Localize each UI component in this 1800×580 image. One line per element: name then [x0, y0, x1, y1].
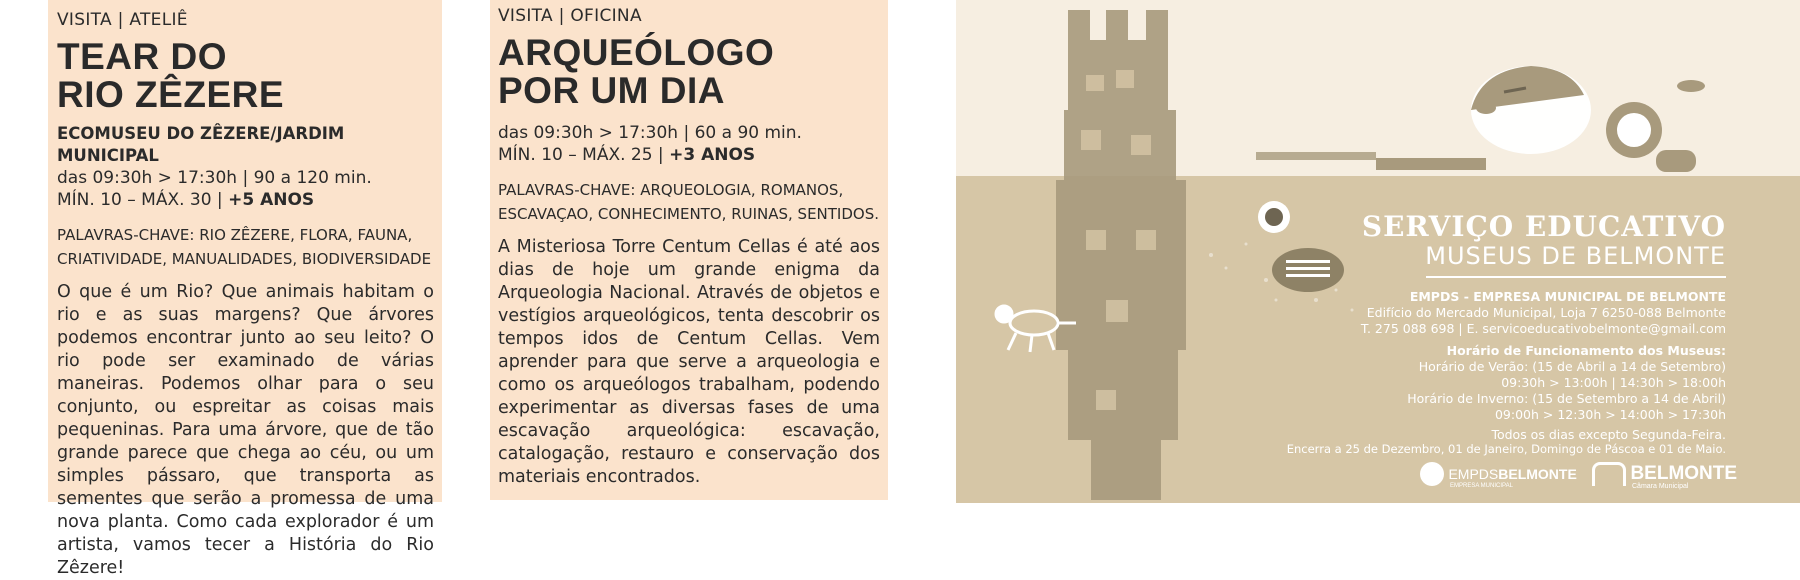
roman-helmet-icon — [1258, 201, 1290, 233]
card-kicker: VISITA | ATELIÊ — [57, 10, 188, 30]
stone-plaque-icon — [1272, 248, 1344, 292]
empds-logo-sub: EMPRESA MUNICIPAL — [1450, 483, 1513, 489]
card-keywords-line2: CRIATIVIDADE, MANUALIDADES, BIODIVERSIDADE — [57, 250, 432, 268]
card-title — [498, 34, 880, 110]
camara-mark-icon — [1592, 462, 1626, 486]
card-keywords-line1: PALAVRAS-CHAVE: RIO ZÊZERE, FLORA, FAUNA, — [57, 226, 413, 244]
card-schedule: das 09:30h > 17:30h | 90 a 120 min. — [57, 168, 372, 188]
activity-card-arqueologo-por-um-dia — [490, 0, 888, 500]
divider — [1426, 276, 1726, 278]
camara-logo-sub: Câmara Municipal — [1632, 483, 1689, 490]
org-contacts: T. 275 088 698 | E. servicoeducativobelmonte@gmail.com — [1360, 321, 1726, 336]
card-location: ECOMUSEU DO ZÊZERE/JARDIM MUNICIPAL — [57, 124, 345, 165]
card-keywords-line2: ESCAVAÇAO, CONHECIMENTO, RUINAS, SENTIDOS. — [498, 205, 880, 223]
card-schedule: das 09:30h > 17:30h | 60 a 90 min. — [498, 123, 802, 143]
empds-logo-prefix: EMPDS — [1448, 466, 1499, 482]
card-title-line2: RIO ZÊZERE — [57, 74, 285, 115]
open-days: Todos os dias excepto Segunda-Feira. — [1491, 427, 1726, 442]
card-title-line1: ARQUEÓLOGO — [498, 32, 775, 73]
card-capacity — [57, 189, 434, 211]
org-address: Edifício do Mercado Municipal, Loja 7 6250-088 Belmonte — [1366, 305, 1726, 320]
brand-title-line1: SERVIÇO EDUCATIVO — [1361, 210, 1726, 243]
org-name: EMPDS - EMPRESA MUNICIPAL DE BELMONTE — [1409, 289, 1726, 304]
card-title-line2: POR UM DIA — [498, 70, 725, 111]
summer-hours: 09:30h > 13:00h | 14:30h > 18:00h — [1501, 375, 1726, 390]
winter-hours: 09:00h > 12:30h > 14:00h > 17:30h — [1494, 407, 1726, 422]
card-age: +3 ANOS — [669, 145, 756, 165]
card-title-line1: TEAR DO — [57, 36, 227, 77]
card-kicker: VISITA | OFICINA — [498, 6, 642, 26]
closed-days: Encerra a 25 de Dezembro, 01 de Janeiro, Domingo de Páscoa e 01 de Maio. — [1286, 442, 1726, 456]
card-keywords — [57, 223, 434, 271]
empds-logo-name: BELMONTE — [1498, 466, 1577, 482]
empds-belmonte-logo — [1420, 462, 1577, 489]
hours-title: Horário de Funcionamento dos Museus: — [1446, 343, 1726, 358]
empds-mark-icon — [1420, 462, 1444, 486]
card-description: A Misteriosa Torre Centum Cellas é até aos dias de hoje um grande enigma da Arqueologia Nacional. Através de objetos e vestígios arqueológicos, tenta descobrir os tempos idos de Centum Cellas. Vem aprender para que serve a arqueologia e como os arqueólogos trabalham, podendo experimentar as diversas fases de uma escavação arqueológica: escavação, catalogação, restauro e conservação dos materiais encontrados. — [498, 237, 880, 487]
summer-hours-label: Horário de Verão: (15 de Abril a 14 de Setembro) — [1418, 359, 1726, 374]
camara-belmonte-logo — [1592, 462, 1737, 490]
card-description: O que é um Rio? Que animais habitam o rio e as suas margens? Que árvores podemos encontrar junto ao seu leito? O rio pode ser examinado de várias maneiras. Podemos olhar para o seu conjunto, ou espreitar as coisas mais pequeninas. Para uma árvore, que de tão grande parece que chega ao céu, ou um simples pássaro, que transporta as sementes que serão a promessa de uma nova planta. Como cada explorador é um artista, vamos tecer a História do Rio Zêzere! — [57, 282, 434, 578]
card-capacity-range: MÍN. 10 – MÁX. 25 | — [498, 145, 664, 165]
winter-hours-label: Horário de Inverno: (15 de Setembro a 14 de Abril) — [1407, 391, 1726, 406]
brand-title-line2: MUSEUS DE BELMONTE — [1425, 242, 1726, 270]
activity-card-tear-do-rio-zezere — [48, 0, 442, 578]
museum-info-panel — [956, 0, 1800, 503]
card-keywords-line1: PALAVRAS-CHAVE: ARQUEOLOGIA, ROMANOS, — [498, 181, 844, 199]
archaeologist-illustration — [1256, 66, 1696, 172]
card-keywords — [498, 178, 880, 226]
card-capacity-range: MÍN. 10 – MÁX. 30 | — [57, 190, 223, 210]
camara-logo-name: BELMONTE — [1630, 463, 1738, 484]
card-age: +5 ANOS — [228, 190, 315, 210]
card-capacity — [498, 144, 880, 166]
card-title — [57, 38, 434, 114]
